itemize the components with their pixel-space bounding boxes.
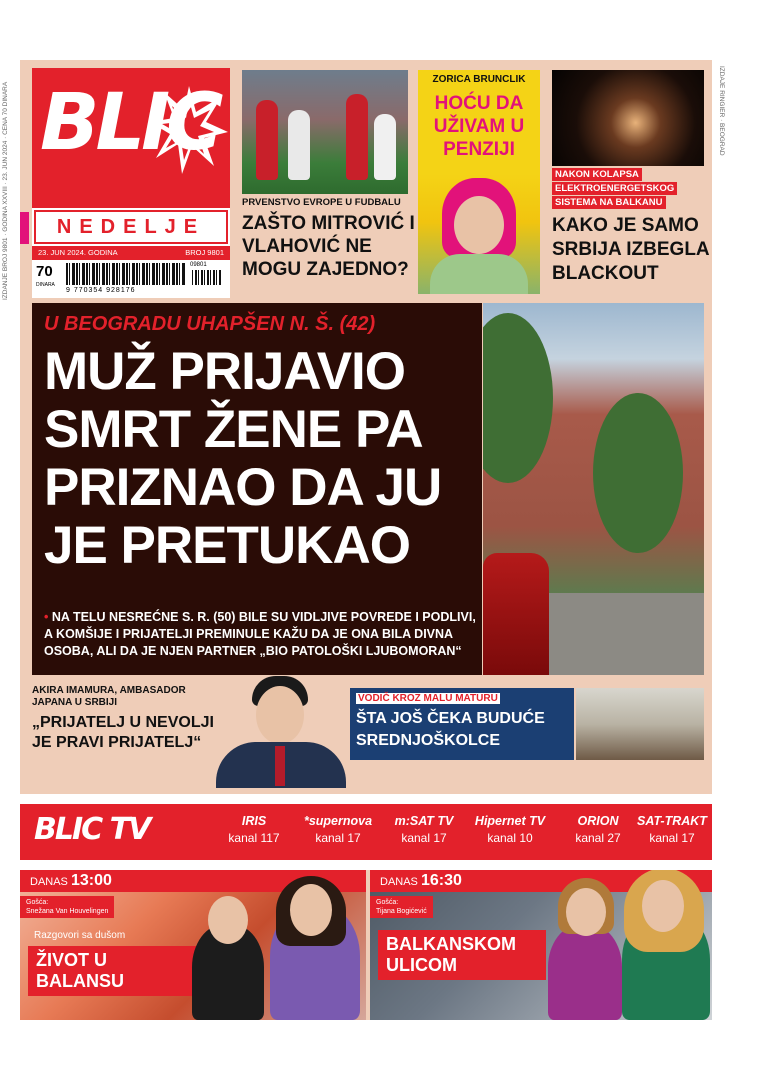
matura-kicker: VODIČ KROZ MALU MATURU [358,693,498,704]
channel-iris[interactable] [216,812,292,846]
main-headline: MUŽ PRIJAVIO SMRT ŽENE PA PRIZNAO DA JU JE PRETUKAO [44,342,442,575]
channel-name: IRIS [241,814,267,828]
price-value: 70 [36,263,53,280]
face-shape [566,888,606,936]
barcode-addon-number: 09801 [190,262,207,268]
blic-tv-band[interactable] [20,804,712,860]
face-shape [642,880,684,932]
side-imprint-left: IZDANJE BROJ 9801 · GODINA XXVIII · 23. JUN 2024 · CENA 70 DINARA [2,81,9,300]
player-figure [346,94,368,180]
show-zivot-u-balansu[interactable] [20,870,366,1020]
channel-orion[interactable] [560,812,636,846]
channel-number: kanal 17 [401,831,447,845]
logo-block [32,68,230,208]
side-imprint-right: IZDAJE RINGIER · BEOGRAD [718,66,725,156]
tie-shape [275,746,285,786]
show-today-label: DANAS [380,876,418,888]
channel-supernova[interactable] [300,812,376,846]
main-story[interactable] [32,303,482,675]
guest-name: Tijana Bogićević [376,908,427,915]
zorica-photo [418,174,540,294]
issue-date: 23. JUN 2024. GODINA [38,248,118,257]
football-kicker: PRVENSTVO EVROPE U FUDBALU [242,197,401,208]
guest-figure [548,924,622,1020]
channel-name: Hipernet TV [474,814,546,828]
price-and-barcode [32,260,230,298]
player-figure [374,114,396,180]
channel-name: ORION [577,814,619,828]
blackout-kicker [552,168,704,210]
divider [20,794,712,804]
show-time: 16:30 [420,872,462,889]
main-kicker: U BEOGRADU UHAPŠEN N. Š. (42) [44,313,376,335]
show-subtitle: Razgovori sa dušom [34,930,126,941]
zorica-headline: HOĆU DA UŽIVAM U PENZIJI [433,93,525,160]
price-currency: DINARA [36,282,55,288]
channel-number: kanal 17 [649,831,695,845]
blackout-kicker-line: SISTEMA NA BALKANU [552,196,666,209]
jacket-shape [430,254,528,294]
logo-wordmark: BLIC [40,78,220,168]
pavement-shape [549,593,704,675]
face-shape [290,884,332,936]
player-figure [288,110,310,180]
divider [20,860,712,870]
channel-number: kanal 27 [575,831,621,845]
candlelight-photo[interactable] [552,70,704,166]
blackout-kicker-line: NAKON KOLAPSA [552,168,642,181]
classroom-photo[interactable] [576,688,704,760]
guest-name: Snežana Van Houvelingen [26,908,109,915]
show-title: ŽIVOT U BALANSU [28,946,196,996]
akira-photo[interactable] [210,674,352,788]
main-lead-text: NA TELU NESREĆNE S. R. (50) BILE SU VIDLJIVE POVREDE I PODLIVI, A KOMŠIJE I PRIJATELJI PREMINULE KAŽU DA JE ONA BILA DIVNA OSOBA, ALI DA JE NJEN PARTNER „BIO PATOLOŠKI LJUBOMORAN“ [44,610,476,658]
show-time: 13:00 [70,872,112,889]
show-today-label: DANAS [30,876,68,888]
akira-kicker: AKIRA IMAMURA, AMBASADOR JAPANA U SRBIJI [32,685,186,708]
masthead[interactable] [32,68,230,268]
blic-tv-logo: BLIC TV [34,812,150,847]
channel-number: kanal 17 [315,831,361,845]
issue-number: BROJ 9801 [185,248,224,257]
channel-name: *supernova [303,814,373,828]
player-figure [256,100,278,180]
guest-tag [370,896,433,918]
guest-label: Gošća: [26,899,49,906]
pink-edge-tab [20,212,29,244]
edition-label: NEDELJE [34,210,228,244]
channel-hipernet[interactable] [472,812,548,846]
dateline [32,246,230,260]
akira-headline[interactable]: „PRIJATELJ U NEVOLJI JE PRAVI PRIJATELJ“ [32,714,214,751]
football-photo[interactable] [242,70,408,194]
face-shape [256,686,304,744]
bullet-icon: • [44,610,49,624]
main-lead [44,609,476,660]
blackout-kicker-line: ELEKTROENERGETSKOG [552,182,677,195]
channel-number: kanal 117 [228,831,280,845]
face-shape [208,896,248,944]
channel-name: SAT-TRAKT [637,814,707,828]
channel-name: m:SAT TV [394,814,454,828]
channel-msat[interactable] [386,812,462,846]
face-shape [454,196,504,254]
barcode-icon [66,263,186,285]
barcode-addon-icon [192,270,222,285]
barcode-number: 9 770354 928176 [66,287,136,294]
tree-shape [593,393,683,553]
show-balkanskom-ulicom[interactable] [370,870,712,1020]
red-car-shape [483,553,549,675]
guest-tag [20,896,114,918]
zorica-name: ZORICA BRUNCLIK [432,74,526,85]
matura-teaser[interactable] [350,688,574,760]
matura-headline: ŠTA JOŠ ČEKA BUDUĆE SREDNJOŠKOLCE [356,710,545,749]
blackout-headline[interactable]: KAKO JE SAMO SRBIJA IZBEGLA BLACKOUT [552,215,709,284]
show-title: BALKANSKOM ULICOM [378,930,546,980]
apartment-building-photo[interactable] [483,303,704,675]
tree-shape [483,313,553,483]
zorica-teaser[interactable] [418,70,540,294]
guest-label: Gošća: [376,899,399,906]
channel-sattrakt[interactable] [634,812,710,846]
football-headline[interactable]: ZAŠTO MITROVIĆ I VLAHOVIĆ NE MOGU ZAJEDNO? [242,213,415,280]
newspaper-front-page [20,60,712,1020]
channel-number: kanal 10 [487,831,533,845]
